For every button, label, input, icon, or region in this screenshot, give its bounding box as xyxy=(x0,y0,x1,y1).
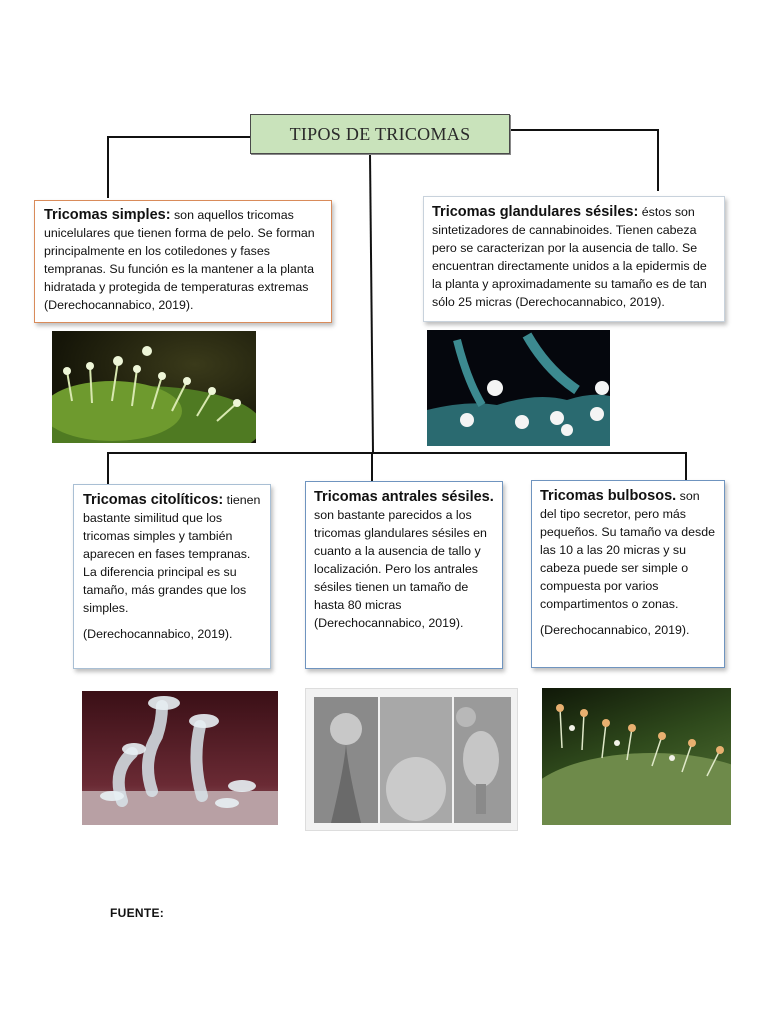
card-body: tienen bastante similitud que los tricomas simples y también aparecen en fases tempranas. La diferencia principal es su tamaño, más grandes que los simples. xyxy=(83,493,261,615)
card-tricomas-antrales-sesiles xyxy=(305,481,503,669)
photo-cytolytic-trichomes xyxy=(82,691,278,825)
photo-simple-trichomes xyxy=(52,331,256,443)
card-body: éstos son sintetizadores de cannabinoides. Tienen cabeza pero se caracterizan por la ausencia de tallo. Se encuentran directamente unidos a la epidermis de la planta y aproximadamente su tamaño es de tan sólo 25 micras (Derechocannabico, 2019). xyxy=(432,205,707,309)
card-heading: Tricomas antrales sésiles. xyxy=(314,489,494,505)
card-tricomas-glandulares-sesiles xyxy=(423,196,725,322)
card-citation: (Derechocannabico, 2019). xyxy=(540,623,690,637)
card-heading: Tricomas simples: xyxy=(44,207,171,223)
card-tricomas-simples xyxy=(34,200,332,323)
photo-antral-sessile-trichomes-sem xyxy=(305,688,518,831)
photo-glandular-sessile-trichomes xyxy=(427,330,610,446)
card-body: son del tipo secretor, pero más pequeños. Su tamaño va desde las 10 a las 20 micras y su cabeza puede ser simple o compuesta por varios compartimentos o zonas. xyxy=(540,489,715,611)
photo-bulbous-trichomes xyxy=(542,688,731,825)
card-heading: Tricomas citolíticos: xyxy=(83,492,224,508)
card-tricomas-citoliticos xyxy=(73,484,271,669)
card-tricomas-bulbosos xyxy=(531,480,725,668)
card-body: son bastante parecidos a los tricomas glandulares sésiles en cuanto a la ausencia de tallo y localización. Pero los antrales sésiles tienen un tamaño de hasta 80 micras (Derechocannabico, 2019). xyxy=(314,508,487,630)
footer-source-label: FUENTE: xyxy=(110,906,165,920)
card-heading: Tricomas glandulares sésiles: xyxy=(432,204,639,220)
card-body: son aquellos tricomas unicelulares que tienen forma de pelo. Se forman principalmente en los cotiledones y fases tempranas. Su función es la mantener a la planta hidratada y protegida de temperaturas extremas (Derechocannabico, 2019). xyxy=(44,208,315,312)
card-heading: Tricomas bulbosos. xyxy=(540,488,677,504)
card-citation: (Derechocannabico, 2019). xyxy=(83,627,233,641)
diagram-title: TIPOS DE TRICOMAS xyxy=(250,114,510,154)
